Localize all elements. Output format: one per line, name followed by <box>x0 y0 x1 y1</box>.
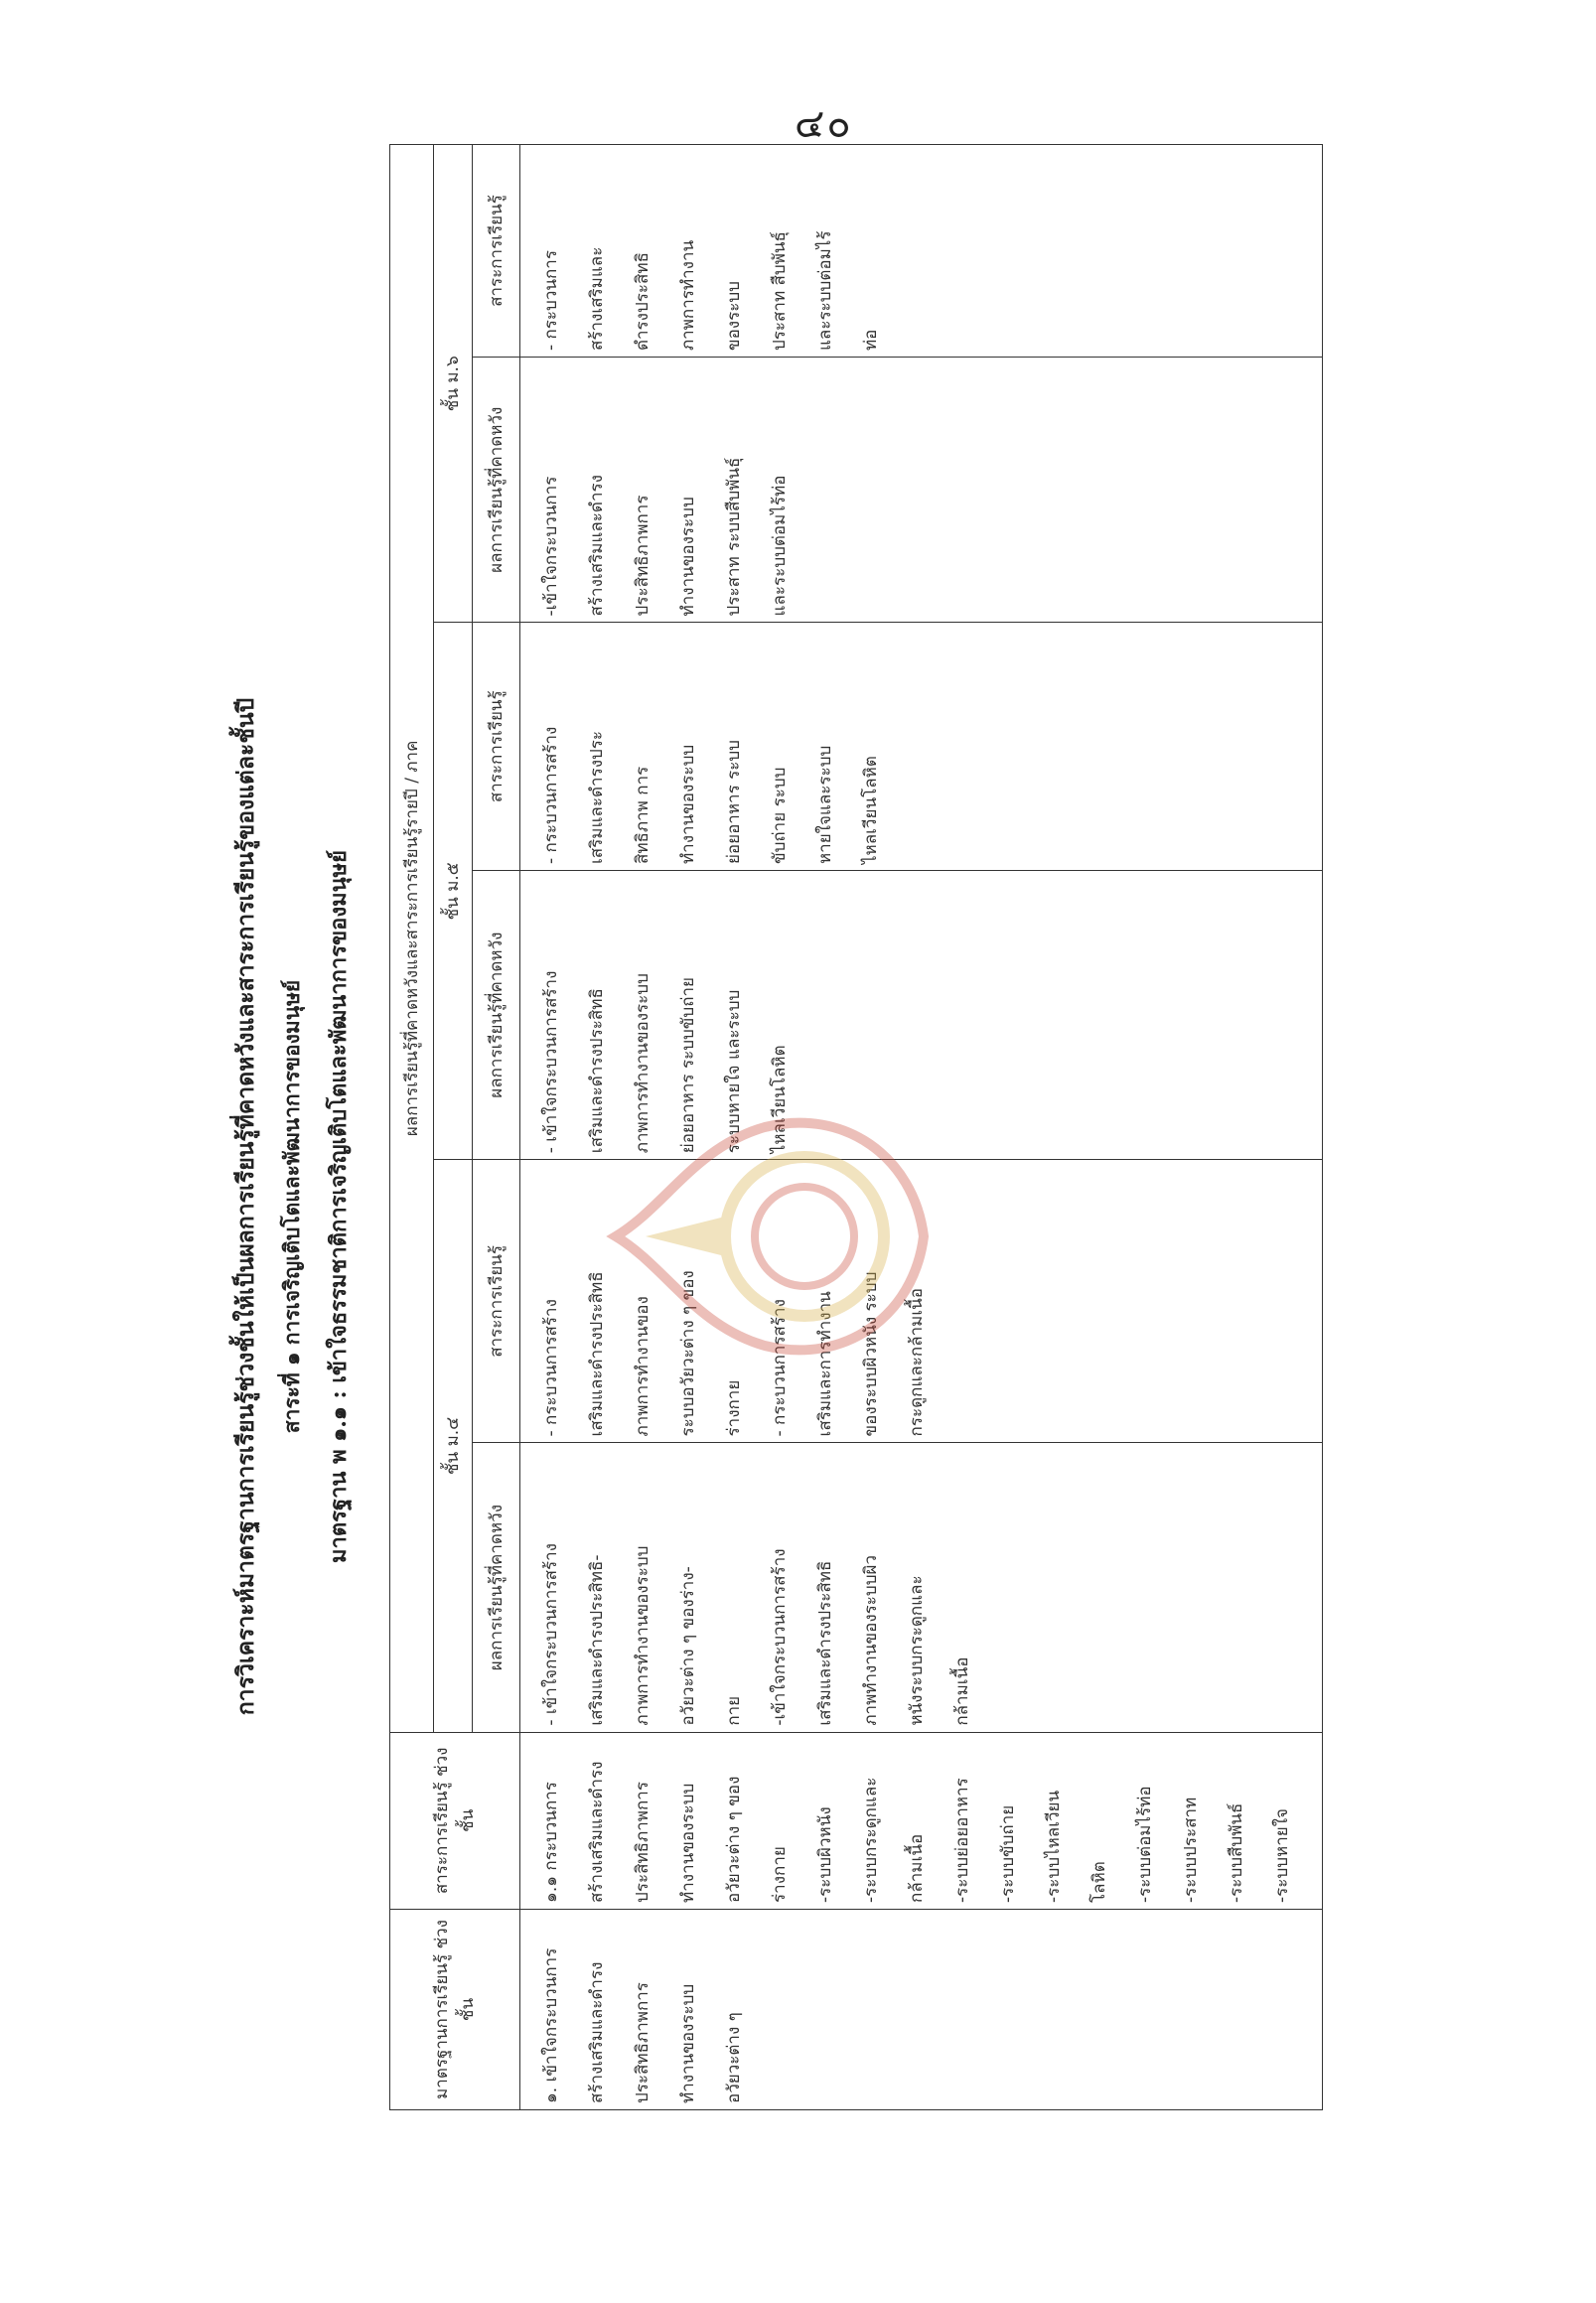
cell-line: ขับถ่าย ระบบ <box>770 767 790 865</box>
cell-line: ระบบอวัยวะต่าง ๆ ของ <box>678 1270 698 1437</box>
header-m4: ชั้น ม.๔ <box>434 1160 473 1732</box>
cell-line: ระบบหายใจ และระบบ <box>724 989 744 1154</box>
cell-line: สร้างเสริมและดำรง <box>587 475 607 617</box>
cell-line: สิทธิภาพ การ <box>633 766 653 865</box>
header-m5-expected: ผลการเรียนรู้ที่คาดหวัง <box>473 871 520 1160</box>
cell-line: - กระบวนการ <box>541 250 561 352</box>
cell-line: เสริมและดำรงประสิทธิ <box>587 1271 607 1437</box>
cell-line: สร้างเสริมและ <box>587 246 607 352</box>
cell-line: เสริมและการทำงาน <box>815 1291 835 1437</box>
cell-line: ทำงานของระบบ <box>678 1783 698 1903</box>
cell-line: เสริมและดำรงประสิทธิ <box>587 988 607 1154</box>
cell-line: โลหิต <box>1089 1861 1109 1903</box>
cell-line: ภาพการทำงานของ <box>633 1296 653 1437</box>
cell-line: หายใจและระบบ <box>815 745 835 865</box>
cell-line: ทำงานของระบบ <box>678 744 698 865</box>
cell-line: ประสาท สืบพันธุ์ <box>770 231 790 352</box>
cell-line: ทำงานของระบบ <box>678 497 698 617</box>
cell-line: อวัยวะต่าง ๆ <box>724 2012 744 2103</box>
cell-line: -ระบบขับถ่าย <box>998 1804 1018 1903</box>
cell-content-range <box>520 1732 1323 1909</box>
cell-line: -ระบบผิวหนัง <box>815 1806 835 1903</box>
header-m4-content: สาระการเรียนรู้ <box>473 1160 520 1443</box>
cell-line: -ระบบย่อยอาหาร <box>952 1778 972 1903</box>
cell-line: อวัยวะต่าง ๆ ของร่าง- <box>678 1566 698 1726</box>
header-m4-expected: ผลการเรียนรู้ที่คาดหวัง <box>473 1443 520 1732</box>
cell-line: กระดูกและกล้ามเนื้อ <box>907 1287 927 1437</box>
title-block <box>209 223 358 2190</box>
cell-line: ภาพการทำงาน <box>678 239 698 352</box>
cell-line: ของระบบผิวหนัง ระบบ <box>861 1271 881 1437</box>
header-group: ผลการเรียนรู้ที่คาดหวังและสาระการเรียนรู้รายปี / ภาค <box>390 145 434 1733</box>
cell-line: ของระบบ <box>724 281 744 352</box>
cell-line: กาย <box>724 1695 744 1726</box>
cell-line: กล้ามเนื้อ <box>952 1656 972 1726</box>
cell-standard <box>520 1909 1323 2109</box>
cell-line: หนังระบบกระดูกและ <box>907 1575 927 1726</box>
cell-line: และระบบต่อมไร้ <box>815 230 835 352</box>
watermark-seal-logo <box>606 1097 934 1375</box>
header-m6-content: สาระการเรียนรู้ <box>473 145 520 358</box>
cell-line: -ระบบไหลเวียน <box>1044 1790 1064 1903</box>
cell-line: ไหลเวียนโลหิต <box>861 756 881 865</box>
cell-line: ภาพการทำงานของระบบ <box>633 973 653 1154</box>
cell-line: เสริมและดำรงประ <box>587 730 607 865</box>
cell-line: ประสาท ระบบสืบพันธุ์ <box>724 457 744 617</box>
cell-line: - กระบวนการสร้าง <box>541 726 561 865</box>
cell-line: -ระบบหายใจ <box>1272 1808 1292 1903</box>
cell-line: ประสิทธิภาพการ <box>633 495 653 617</box>
document-title: การวิเคราะห์มาตรฐานการเรียนรู้ช่วงชั้นให้เป็นผลการเรียนรู้ที่คาดหวังและสาระการเรียนรู้ของแต่ละชั้นปี <box>232 697 259 1716</box>
cell-line: -เข้าใจกระบวนการ <box>541 476 561 617</box>
header-standard: มาตรฐานการเรียนรู้ ช่วงชั้น <box>390 1909 520 2109</box>
cell-line: สร้างเสริมและดำรง <box>587 1961 607 2103</box>
cell-line: อวัยวะต่าง ๆ ของ <box>724 1776 744 1903</box>
cell-m6-content <box>520 145 1323 358</box>
cell-line: ดำรงประสิทธิ <box>633 252 653 352</box>
cell-line: -ระบบต่อมไร้ท่อ <box>1135 1786 1155 1903</box>
cell-line: สร้างเสริมและดำรง <box>587 1761 607 1903</box>
cell-line: -เข้าใจกระบวนการสร้าง <box>770 1548 790 1726</box>
cell-m5-content <box>520 623 1323 871</box>
cell-line: เสริมและดำรงประสิทธิ <box>815 1560 835 1726</box>
page-number: ๔๐ <box>795 101 853 147</box>
cell-line: ประสิทธิภาพการ <box>633 1782 653 1903</box>
cell-line: ย่อยอาหาร ระบบขับถ่าย <box>678 977 698 1154</box>
cell-line: -ระบบสืบพันธ์ <box>1227 1802 1246 1903</box>
cell-line: ท่อ <box>861 329 881 352</box>
cell-line: - กระบวนการสร้าง <box>770 1299 790 1437</box>
rotated-landscape-table <box>209 195 1331 2190</box>
cell-line: ย่อยอาหาร ระบบ <box>724 740 744 865</box>
cell-line: และระบบต่อมไร้ท่อ <box>770 475 790 617</box>
cell-line: ภาพการทำงานของระบบ <box>633 1545 653 1726</box>
cell-m6-expected <box>520 358 1323 623</box>
cell-line: - เข้าใจกระบวนการสร้าง <box>541 970 561 1154</box>
cell-line: ๑.๑ กระบวนการ <box>541 1782 561 1903</box>
cell-line: - กระบวนการสร้าง <box>541 1299 561 1437</box>
cell-line: ภาพทำงานของระบบผิว <box>861 1555 881 1726</box>
header-m5: ชั้น ม.๕ <box>434 623 473 1160</box>
standard-title: มาตรฐาน พ ๑.๑ : เข้าใจธรรมชาติการเจริญเติบโตและพัฒนาการของมนุษย์ <box>326 849 352 1564</box>
cell-line: เสริมและดำรงประสิทธิ- <box>587 1554 607 1726</box>
cell-line: ทำงานของระบบ <box>678 1983 698 2103</box>
cell-m4-expected <box>520 1443 1323 1732</box>
cell-line: ประสิทธิภาพการ <box>633 1982 653 2103</box>
cell-line: -ระบบประสาท <box>1181 1797 1201 1903</box>
strand-title: สาระที่ ๑ การเจริญเติบโตและพัฒนาการของมนุษย์ <box>279 979 304 1434</box>
cell-line: ร่างกาย <box>724 1379 744 1437</box>
header-content-range: สาระการเรียนรู้ ช่วงชั้น <box>390 1732 520 1909</box>
cell-line: ร่างกาย <box>770 1846 790 1903</box>
cell-line: ๑. เข้าใจกระบวนการ <box>541 1947 561 2103</box>
header-m6-expected: ผลการเรียนรู้ที่คาดหวัง <box>473 358 520 623</box>
cell-line: กล้ามเนื้อ <box>907 1833 927 1903</box>
cell-line: ไหลเวียนโลหิต <box>770 1045 790 1154</box>
cell-line: - เข้าใจกระบวนการสร้าง <box>541 1543 561 1726</box>
header-m6: ชั้น ม.๖ <box>434 145 473 623</box>
cell-line: -ระบบกระดูกและ <box>861 1777 881 1903</box>
header-m5-content: สาระการเรียนรู้ <box>473 623 520 871</box>
